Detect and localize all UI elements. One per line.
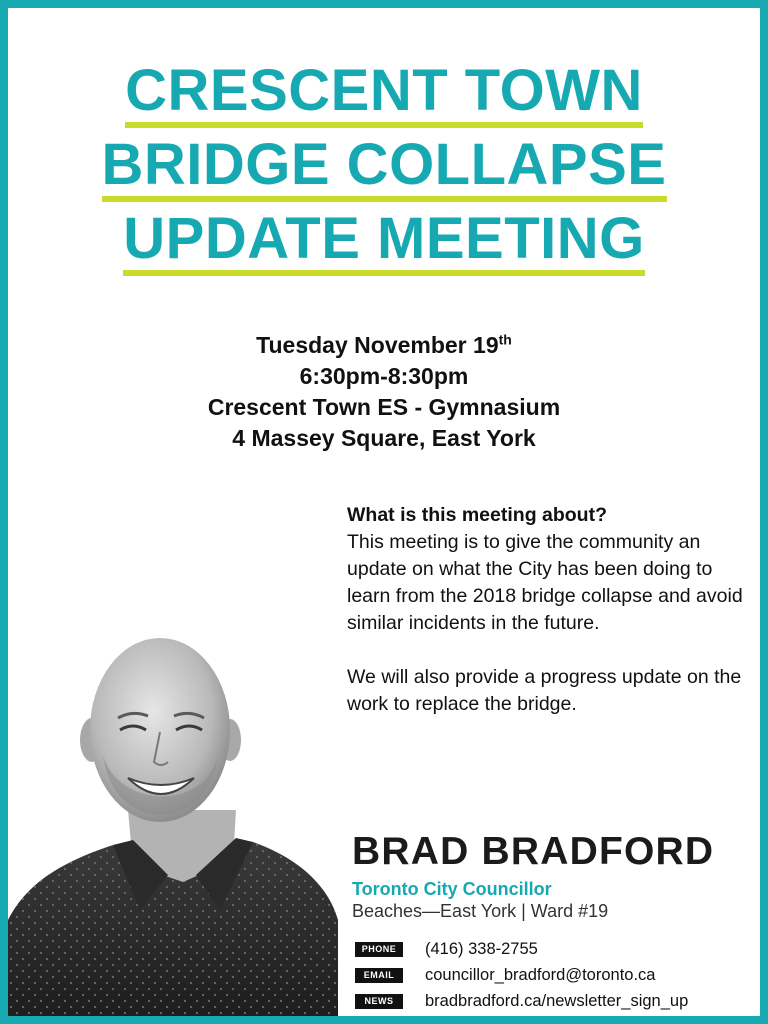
event-date: Tuesday November 19th: [256, 331, 512, 358]
about-question: What is this meeting about?: [347, 504, 608, 526]
contact-phone: [355, 936, 688, 962]
contact-list: [355, 936, 688, 1014]
title-line-3: UPDATE MEETING: [123, 208, 645, 276]
event-venue: Crescent Town ES - Gymnasium: [207, 394, 561, 420]
event-time: 6:30pm-8:30pm: [299, 363, 469, 389]
email-tag: EMAIL: [355, 968, 403, 983]
event-address: 4 Massey Square, East York: [232, 425, 536, 451]
about-section: [347, 502, 747, 718]
contact-news: [355, 988, 688, 1014]
councillor-name: BRAD BRADFORD: [352, 830, 715, 873]
date-suffix: th: [498, 331, 512, 348]
phone-tag: PHONE: [355, 942, 403, 957]
email-value[interactable]: councillor_bradford@toronto.ca: [425, 966, 656, 984]
about-paragraph-2: We will also provide a progress update on the work to replace the bridge.: [347, 666, 742, 715]
news-value[interactable]: bradbradford.ca/newsletter_sign_up: [425, 992, 689, 1010]
event-details: [8, 330, 760, 454]
councillor-ward: Beaches—East York | Ward #19: [352, 901, 609, 921]
news-tag: NEWS: [355, 994, 403, 1009]
title-line-1: CRESCENT TOWN: [125, 60, 643, 128]
councillor-photo: [8, 620, 338, 1024]
contact-email: [355, 962, 688, 988]
flyer-title: [8, 60, 760, 282]
phone-value[interactable]: (416) 338-2755: [425, 940, 538, 958]
councillor-role: Toronto City Councillor: [352, 879, 552, 899]
about-paragraph-1: This meeting is to give the community an update on what the City has been doing to learn from the 2018 bridge collapse and avoid similar incidents in the future.: [347, 531, 743, 634]
title-line-2: BRIDGE COLLAPSE: [102, 134, 667, 202]
councillor-signature: [352, 830, 762, 922]
